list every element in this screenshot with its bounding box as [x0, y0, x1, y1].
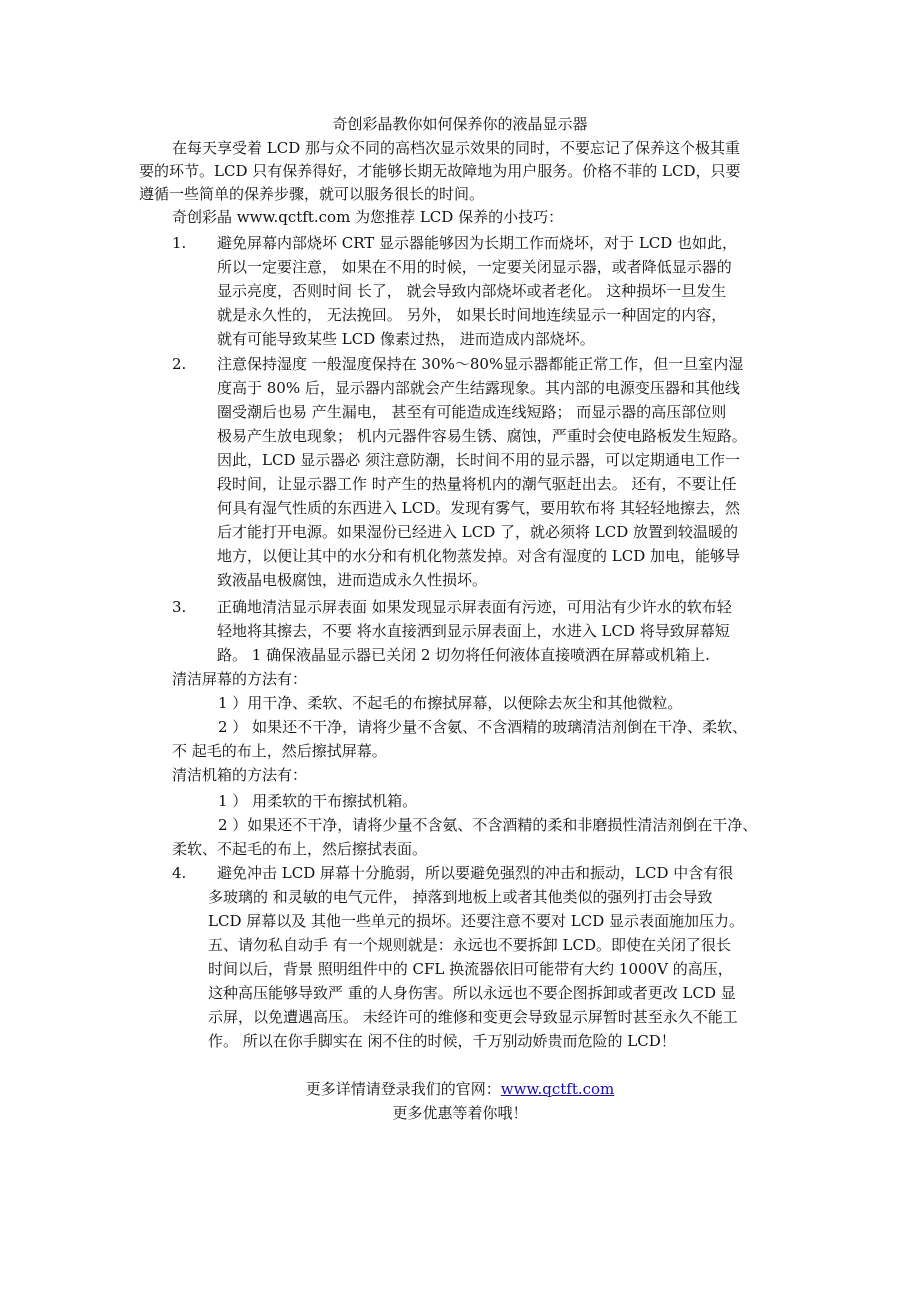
intro-line: 在每天享受着 LCD 那与众不同的高档次显示效果的同时，不要忘记了保养这个极其重 — [172, 139, 741, 157]
tip-4-line: LCD 屏幕以及 其他一些单元的损坏。还要注意不要对 LCD 显示表面施加压力。 — [208, 912, 745, 930]
footer-promo: 更多优惠等着你哦！ — [392, 1104, 528, 1122]
tip-2-line: 后才能打开电源。如果湿份已经进入 LCD 了，就必须将 LCD 放置到较温暖的 — [217, 523, 739, 541]
tip-4-line: 多玻璃的 和灵敏的电气元件， 掉落到地板上或者其他类似的强列打击会导致 — [208, 888, 713, 906]
tip-3-line: 轻地将其擦去，不要 将水直接洒到显示屏表面上，水进入 LCD 将导致屏幕短 — [217, 622, 730, 640]
screen-cleaning-heading: 清洁屏幕的方法有： — [172, 670, 308, 688]
tip-2-line: 地方，以便让其中的水分和有机化物蒸发掉。对含有湿度的 LCD 加电，能够导 — [217, 547, 741, 565]
tip-4-line: 这种高压能够导致严 重的人身伤害。所以永远也不要企图拆卸或者更改 LCD 显 — [208, 984, 736, 1002]
intro-line: 遵循一些简单的保养步骤，就可以服务很长的时间。 — [139, 185, 485, 203]
tip-2-line: 致液晶电极腐蚀，进而造成永久性损坏。 — [217, 571, 488, 589]
tip-3-line: 正确地清洁显示屏表面 如果发现显示屏表面有污迹，可用沾有少许水的软布轻 — [217, 598, 732, 616]
screen-step-2-cont: 不 起毛的布上，然后擦拭屏幕。 — [172, 742, 387, 760]
tip-1-line: 显示亮度，否则时间 长了， 就会导致内部烧坏或者老化。 这种损坏一旦发生 — [217, 282, 727, 300]
tip-1-line: 所以一定要注意， 如果在不用的时候，一定要关闭显示器，或者降低显示器的 — [217, 258, 732, 276]
tip-2-line: 圈受潮后也易 产生漏电， 甚至有可能造成连线短路； 而显示器的高压部位则 — [217, 403, 727, 421]
intro-line: 要的环节。LCD 只有保养得好，才能够长期无故障地为用户服务。价格不菲的 LCD，只要 — [139, 162, 741, 180]
tip-3-line: 路。 1 确保液晶显示器已关闭 2 切勿将任何液体直接喷洒在屏幕或机箱上. — [217, 646, 710, 664]
website-link[interactable]: www.qctft.com — [500, 1080, 615, 1098]
tip-4-line: 作。 所以在你手脚实在 闲不住的时候，千万别动娇贵而危险的 LCD！ — [208, 1032, 676, 1050]
tip-2-line: 度高于 80% 后，显示器内部就会产生结露现象。其内部的电源变压器和其他线 — [217, 379, 740, 397]
tip-number: 2. — [172, 355, 187, 373]
screen-step-2: 2 ） 如果还不干净，请将少量不含氨、不含酒精的玻璃清洁剂倒在干净、柔软、 — [218, 718, 748, 736]
recommend-line: 奇创彩晶 www.qctft.com 为您推荐 LCD 保养的小技巧： — [172, 208, 564, 226]
case-step-1: 1 ） 用柔软的干布擦拭机箱。 — [218, 792, 418, 810]
tip-2-line: 因此，LCD 显示器必 须注意防潮，长时间不用的显示器，可以定期通电工作一 — [217, 451, 741, 469]
case-cleaning-heading: 清洁机箱的方法有： — [172, 766, 308, 784]
tip-4-line: 示屏，以免遭遇高压。 未经许可的维修和变更会导致显示屏暂时甚至永久不能工 — [208, 1008, 738, 1026]
footer-website-line — [0, 1078, 920, 1100]
tip-1-line: 就是永久性的， 无法挽回。 另外， 如果长时间地连续显示一种固定的内容， — [217, 306, 727, 324]
tip-number: 3. — [172, 598, 187, 616]
tip-1-line: 避免屏幕内部烧坏 CRT 显示器能够因为长期工作而烧坏，对于 LCD 也如此， — [217, 234, 738, 252]
tip-1-line: 就有可能导致某些 LCD 像素过热， 进而造成内部烧坏。 — [217, 330, 595, 348]
tip-number: 1. — [172, 234, 187, 252]
tip-2-line: 段时间，让显示器工作 时产生的热量将机内的潮气驱赶出去。 还有，不要让任 — [217, 475, 737, 493]
tip-4-line: 时间以后，背景 照明组件中的 CFL 换流器依旧可能带有大约 1000V 的高压， — [208, 960, 733, 978]
tip-number: 4. — [172, 864, 187, 882]
screen-step-1: 1 ）用干净、柔软、不起毛的布擦拭屏幕，以便除去灰尘和其他微粒。 — [218, 694, 683, 712]
case-step-2-cont: 柔软、不起毛的布上，然后擦拭表面。 — [172, 840, 428, 858]
tip-2-line: 极易产生放电现象； 机内元器件容易生锈、腐蚀，严重时会使电路板发生短路。 — [217, 427, 747, 445]
tip-4-line: 五、请勿私自动手 有一个规则就是：永远也不要拆卸 LCD。即使在关闭了很长 — [208, 936, 732, 954]
page-title: 奇创彩晶教你如何保养你的液晶显示器 — [332, 115, 588, 133]
tip-2-line: 注意保持湿度 一般湿度保持在 30%～80%显示器都能正常工作，但一旦室内湿 — [217, 355, 744, 373]
tip-4-line: 避免冲击 LCD 屏幕十分脆弱，所以要避免强烈的冲击和振动，LCD 中含有很 — [217, 864, 734, 882]
tip-2-line: 何具有湿气性质的东西进入 LCD。发现有雾气，要用软布将 其轻轻地擦去，然 — [217, 499, 741, 517]
footer-text: 更多详情请登录我们的官网： — [305, 1080, 501, 1098]
case-step-2: 2 ）如果还不干净，请将少量不含氨、不含酒精的柔和非磨损性清洁剂倒在干净、 — [218, 816, 758, 834]
